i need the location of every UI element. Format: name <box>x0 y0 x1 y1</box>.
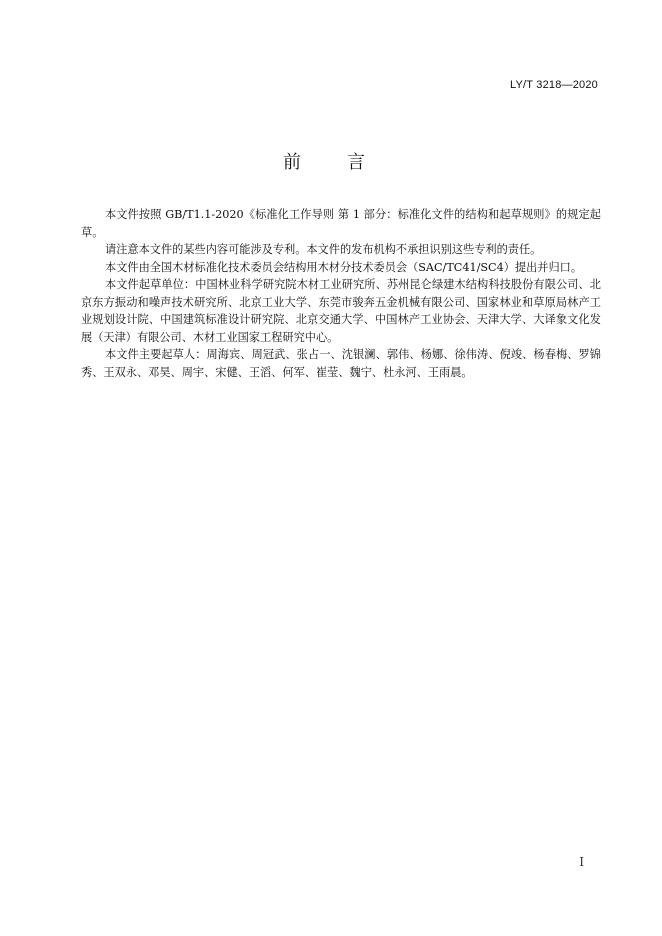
paragraph-drafters: 本文件主要起草人：周海宾、周冠武、张占一、沈银澜、郭伟、杨娜、徐伟涛、倪竣、杨春梅、罗锦秀、王双永、邓昊、周宇、宋健、王滔、何军、崔莹、魏宁、杜永河、王雨晨。 <box>81 348 601 379</box>
page-title: 前 言 <box>283 152 379 173</box>
document-body <box>81 206 601 381</box>
document-code: LY/T 3218—2020 <box>509 79 598 91</box>
page-number: I <box>579 855 584 869</box>
paragraph-patent-notice: 请注意本文件的某些内容可能涉及专利。本文件的发布机构不承担识别这些专利的责任。 <box>105 243 542 256</box>
paragraph-proposer: 本文件由全国木材标准化技术委员会结构用木材分技术委员会（SAC/TC41/SC4）提出并归口。 <box>105 260 583 274</box>
paragraph-drafting-units: 本文件起草单位：中国林业科学研究院木材工业研究所、苏州昆仑绿建木结构科技股份有限公司、北京东方振动和噪声技术研究所、北京工业大学、东莞市骏奔五金机械有限公司、国家林业和草原局林产工业规划设计院、中国建筑标准设计研究院、北京交通大学、中国林产工业协会、天津大学、大译象文化发展（天津）有限公司、木材工业国家工程研究中心。 <box>81 278 601 344</box>
paragraph-drafting-rules: 本文件按照 GB/T1.1-2020《标准化工作导则 第 1 部分：标准化文件的结构和起草规则》的规定起草。 <box>81 208 601 239</box>
